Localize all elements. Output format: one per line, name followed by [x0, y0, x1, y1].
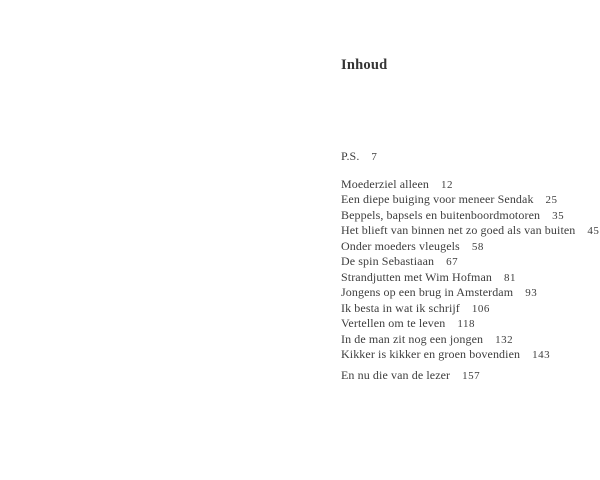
toc-entry: [341, 285, 581, 301]
toc-entry-page: 81: [503, 271, 516, 284]
toc-entry-label: En nu die van de lezer: [341, 367, 451, 382]
toc-entry: [341, 347, 581, 363]
toc-entry-label: Jongens op een brug in Amsterdam: [341, 285, 514, 299]
toc-list: [341, 149, 600, 383]
toc-entry: [341, 177, 581, 193]
toc-entry: [341, 208, 581, 224]
toc-entry: [341, 301, 581, 317]
toc-entry-label: Het blieft van binnen net zo goed als van buiten: [341, 223, 576, 237]
toc-entry-page: 12: [441, 178, 453, 191]
toc-entry-label: Onder moeders vleugels: [341, 238, 460, 253]
toc-entry-page: 35: [552, 209, 565, 222]
toc-entry-page: 7: [371, 151, 378, 163]
toc-entry-label: Een diepe buiging voor meneer Sendak: [341, 192, 534, 206]
toc-group-chapters: [341, 176, 600, 363]
toc-entry: [341, 149, 581, 165]
toc-entry-label: Beppels, bapsels en buitenboordmotoren: [341, 207, 541, 222]
toc-entry-label: Strandjutten met Wim Hofman: [341, 269, 492, 284]
toc-entry: [341, 239, 581, 255]
toc-entry-page: 67: [446, 256, 459, 268]
toc-entry-page: 118: [457, 318, 475, 330]
toc-entry-page: 93: [525, 287, 538, 299]
toc-entry: [341, 192, 581, 208]
toc-entry: [341, 332, 581, 348]
toc-entry: [341, 223, 600, 239]
toc-entry-label: Moederziel alleen: [341, 176, 429, 191]
toc-entry-label: Ik besta in wat ik schrijf: [341, 300, 460, 315]
toc-entry-page: 58: [471, 240, 484, 253]
toc-entry-page: 143: [532, 349, 551, 361]
toc-entry-page: 106: [471, 302, 490, 315]
toc-entry: [341, 254, 581, 270]
page-title: Inhoud: [341, 57, 388, 73]
toc-entry-label: De spin Sebastiaan: [341, 254, 435, 268]
toc-entry: [341, 270, 581, 286]
toc-entry: [341, 368, 581, 384]
toc-entry-label: P.S.: [341, 149, 360, 163]
toc-entry-page: 45: [587, 225, 600, 237]
toc-entry-page: 157: [462, 369, 481, 382]
toc-group-ps: [341, 149, 581, 165]
toc-entry-page: 132: [495, 333, 514, 346]
toc-entry-page: 25: [545, 194, 558, 206]
toc-entry: [341, 316, 581, 332]
toc-group-final: [341, 368, 581, 384]
toc-entry-label: In de man zit nog een jongen: [341, 331, 484, 346]
toc-entry-label: Kikker is kikker en groen bovendien: [341, 347, 521, 361]
toc-entry-label: Vertellen om te leven: [341, 316, 446, 330]
